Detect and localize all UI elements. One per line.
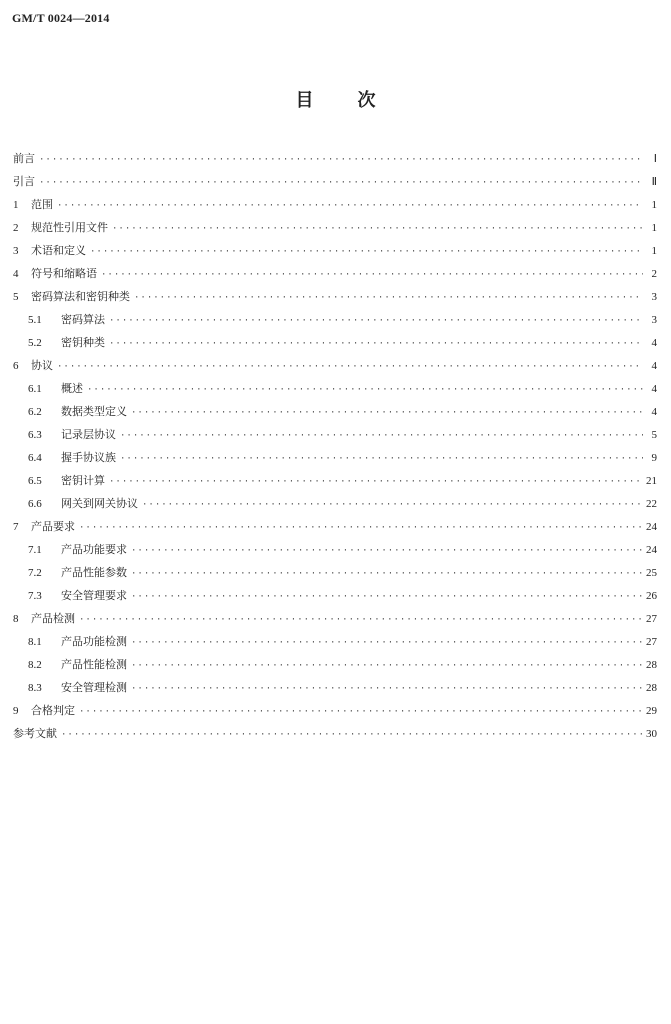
toc-dot-leader (57, 362, 643, 372)
toc-entry-page-number: 3 (651, 291, 657, 303)
toc-entry-title: 密码算法 (61, 313, 105, 326)
document-code: GM/T 0024—2014 (12, 11, 110, 25)
toc-dot-leader (131, 546, 642, 556)
toc-dot-leader (109, 477, 642, 487)
toc-dot-leader (109, 316, 643, 326)
toc-dot-leader (79, 615, 642, 625)
toc-dot-leader (131, 569, 642, 579)
toc-entry-title: 密钥计算 (61, 474, 105, 487)
toc-entry-title: 符号和缩略语 (31, 267, 97, 280)
toc-entry-title: 范围 (31, 198, 53, 211)
toc-entry[interactable] (13, 449, 657, 472)
toc-entry-title: 产品功能检测 (61, 635, 127, 648)
toc-entry-page-number: 26 (646, 590, 657, 602)
toc-entry-page-number: 21 (646, 475, 657, 487)
toc-entry[interactable] (13, 403, 657, 426)
toc-entry-title: 握手协议族 (61, 451, 116, 464)
toc-entry-page-number: 3 (651, 314, 657, 326)
toc-entry-number: 6.6 (28, 498, 42, 510)
toc-entry[interactable] (13, 472, 657, 495)
toc-entry-page-number: 27 (646, 636, 657, 648)
toc-entry-number: 3 (13, 245, 19, 257)
toc-entry[interactable] (13, 311, 657, 334)
toc-entry-page-number: 4 (651, 337, 657, 349)
toc-entry[interactable] (13, 725, 657, 748)
toc-entry-title: 产品检测 (31, 612, 75, 625)
toc-entry-title: 概述 (61, 382, 83, 395)
toc-entry-number: 8.3 (28, 682, 42, 694)
toc-entry-page-number: 4 (651, 383, 657, 395)
toc-entry-title: 产品性能检测 (61, 658, 127, 671)
toc-entry-number: 8.2 (28, 659, 42, 671)
toc-entry-title: 安全管理要求 (61, 589, 127, 602)
toc-entry[interactable] (13, 426, 657, 449)
toc-entry[interactable] (13, 150, 657, 173)
toc-entry-page-number: 2 (651, 268, 657, 280)
toc-entry-page-number: 1 (651, 199, 657, 211)
toc-entry-page-number: 27 (646, 613, 657, 625)
toc-entry-page-number: Ⅱ (651, 176, 657, 188)
toc-dot-leader (57, 201, 643, 211)
toc-entry-number: 7.1 (28, 544, 42, 556)
toc-entry[interactable] (13, 656, 657, 679)
toc-entry[interactable] (13, 242, 657, 265)
toc-entry-page-number: 9 (651, 452, 657, 464)
toc-entry-page-number: 30 (646, 728, 657, 740)
toc-entry-page-number: 22 (646, 498, 657, 510)
toc-dot-leader (87, 385, 643, 395)
toc-dot-leader (109, 339, 643, 349)
toc-entry-title: 安全管理检测 (61, 681, 127, 694)
toc-entry-title: 产品要求 (31, 520, 75, 533)
toc-entry-number: 6.3 (28, 429, 42, 441)
toc-entry-number: 6 (13, 360, 19, 372)
toc-entry-number: 8.1 (28, 636, 42, 648)
toc-entry[interactable] (13, 541, 657, 564)
toc-entry-page-number: 1 (651, 222, 657, 234)
toc-entry-number: 7 (13, 521, 19, 533)
toc-entry-title: 网关到网关协议 (61, 497, 138, 510)
toc-entry[interactable] (13, 265, 657, 288)
toc-entry-page-number: 24 (646, 544, 657, 556)
toc-entry-page-number: Ⅰ (653, 153, 657, 165)
toc-entry-number: 9 (13, 705, 19, 717)
toc-entry-title: 术语和定义 (31, 244, 86, 257)
toc-dot-leader (131, 638, 642, 648)
toc-entry-number: 8 (13, 613, 19, 625)
toc-entry[interactable] (13, 564, 657, 587)
toc-entry[interactable] (13, 610, 657, 633)
toc-entry-title: 参考文献 (13, 727, 57, 740)
toc-dot-leader (90, 247, 643, 257)
toc-dot-leader (61, 730, 642, 740)
toc-entry-number: 6.2 (28, 406, 42, 418)
toc-dot-leader (120, 454, 643, 464)
toc-entry-page-number: 4 (651, 406, 657, 418)
toc-entry[interactable] (13, 219, 657, 242)
toc-entry-page-number: 25 (646, 567, 657, 579)
toc-entry[interactable] (13, 518, 657, 541)
toc-entry-number: 5 (13, 291, 19, 303)
toc-entry[interactable] (13, 288, 657, 311)
toc-entry-title: 前言 (13, 152, 35, 165)
toc-entry-page-number: 5 (651, 429, 657, 441)
toc-dot-leader (120, 431, 643, 441)
toc-entry[interactable] (13, 587, 657, 610)
toc-dot-leader (112, 224, 643, 234)
toc-dot-leader (39, 155, 643, 165)
toc-dot-leader (79, 523, 642, 533)
toc-entry-number: 5.2 (28, 337, 42, 349)
toc-dot-leader (39, 178, 643, 188)
toc-dot-leader (79, 707, 642, 717)
toc-entry-title: 密码算法和密钥种类 (31, 290, 130, 303)
table-of-contents (13, 150, 657, 748)
page-title: 目次 (295, 90, 420, 111)
toc-entry[interactable] (13, 334, 657, 357)
toc-entry-page-number: 28 (646, 682, 657, 694)
toc-entry-number: 5.1 (28, 314, 42, 326)
toc-entry-title: 密钥种类 (61, 336, 105, 349)
toc-dot-leader (134, 293, 643, 303)
toc-entry[interactable] (13, 702, 657, 725)
toc-dot-leader (131, 661, 642, 671)
toc-entry[interactable] (13, 679, 657, 702)
toc-entry[interactable] (13, 633, 657, 656)
toc-entry-title: 产品功能要求 (61, 543, 127, 556)
toc-entry-page-number: 24 (646, 521, 657, 533)
toc-entry-page-number: 28 (646, 659, 657, 671)
toc-entry-number: 7.3 (28, 590, 42, 602)
toc-entry-number: 1 (13, 199, 19, 211)
toc-dot-leader (142, 500, 642, 510)
toc-entry-number: 6.4 (28, 452, 42, 464)
toc-entry-title: 引言 (13, 175, 35, 188)
toc-entry-title: 规范性引用文件 (31, 221, 108, 234)
toc-entry[interactable] (13, 380, 657, 403)
toc-dot-leader (131, 684, 642, 694)
toc-entry-title: 产品性能参数 (61, 566, 127, 579)
toc-entry[interactable] (13, 495, 657, 518)
toc-dot-leader (131, 408, 643, 418)
toc-entry-number: 7.2 (28, 567, 42, 579)
toc-entry-number: 6.1 (28, 383, 42, 395)
toc-entry[interactable] (13, 173, 657, 196)
toc-entry-page-number: 4 (651, 360, 657, 372)
toc-entry-page-number: 29 (646, 705, 657, 717)
toc-entry-title: 记录层协议 (61, 428, 116, 441)
toc-entry-number: 4 (13, 268, 19, 280)
toc-entry[interactable] (13, 196, 657, 219)
toc-entry-title: 数据类型定义 (61, 405, 127, 418)
toc-dot-leader (131, 592, 642, 602)
toc-entry[interactable] (13, 357, 657, 380)
toc-entry-number: 2 (13, 222, 19, 234)
toc-entry-page-number: 1 (651, 245, 657, 257)
toc-entry-title: 协议 (31, 359, 53, 372)
toc-entry-title: 合格判定 (31, 704, 75, 717)
toc-dot-leader (101, 270, 643, 280)
toc-entry-number: 6.5 (28, 475, 42, 487)
